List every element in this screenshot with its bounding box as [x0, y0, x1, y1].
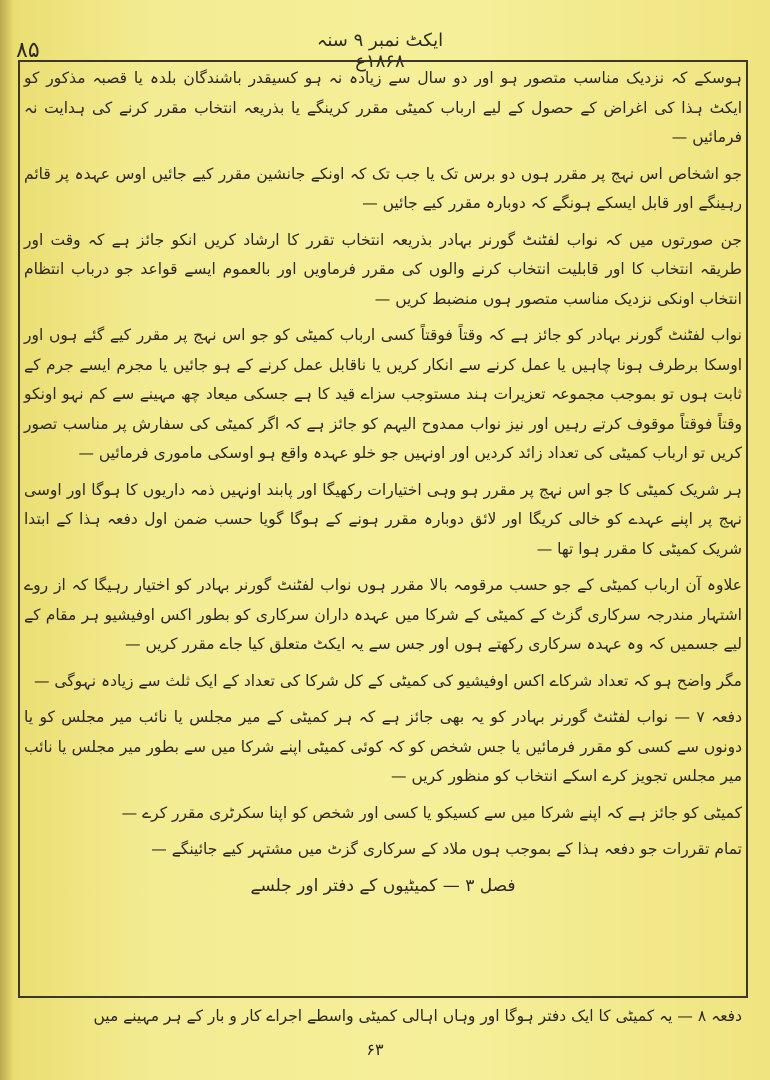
paragraph-7: مگر واضح ہو کہ تعداد شرکاے اکس اوفیشیو کی کمیٹی کے کل شرکا کی تعداد کے ایک ثلث سے زیادہ نہوگی — — [33, 671, 742, 690]
body-text — [24, 64, 742, 907]
paragraph-2: جو اشخاص اس نہج پر مقرر ہوں دو برس تک یا جب تک کہ اونکے جانشین مقرر کیے جائیں اوس عہدہ پر قائم رہینگے اور قابل ایسکے ہونگے کہ دوبارہ مقرر کیے جائیں — — [24, 164, 742, 212]
paragraph-6: علاوہ آن ارباب کمیٹی کے جو حسب مرقومہ بالا مقرر ہوں نواب لفٹنٹ گورنر بہادر کو اختیار رہیگا کہ از روے اشتہار مندرجہ سرکاری گزٹ کے کمیٹی کے شرکا میں عہدہ داران سرکاری کو بطور اکس اوفیشیو ہر مقام کے لیے جسمیں کہ وہ عہدہ سرکاری رکھتے ہوں اور جس سے یہ ایکٹ متعلق کیا جاے مقرر کریں — — [24, 576, 742, 653]
paragraph-9: کمیٹی کو جائز ہے کہ اپنے شرکا میں سے کسیکو یا کسی اور شخص کو اپنا سکرٹری مقرر کرے — — [121, 803, 742, 822]
paragraph-10: تمام تقررات جو دفعہ ہذا کے بموجب ہوں ملاد کے سرکاری گزٹ میں مشتہر کیے جائینگے — — [151, 840, 742, 858]
paragraph-5: ہر شریک کمیٹی کا جو اس نہج پر مقرر ہو وہی اختیارات رکھیگا اور پابند اونہیں ذمہ داریوں کا ہوگا اور اوسی نہج پر اپنے عہدے کو خالی کریگا اور لائق دوبارہ مقرر ہونے کے ہوگا گویا حسب ضمن اول دفعہ ہذا کے ابتدا شریک کمیٹی کا مقرر ہوا تھا — — [24, 480, 742, 558]
binding-shadow — [0, 0, 14, 1080]
paragraph-8: دفعہ ۷ — نواب لفٹنٹ گورنر بہادر کو یہ بھی جائز ہے کہ ہر کمیٹی کے میر مجلس یا نائب میر مجلس کو یا دونوں سے کسی کو مقرر فرمائیں یا جس شخص کو کہ کوئی کمیٹی اپنے شرکا میں سے بطور میر مجلس یا نائب میر مجلس تجویز کرے اسکے انتخاب کو منظور کریں — — [24, 708, 742, 785]
folio-number: ۶۳ — [366, 1040, 384, 1059]
section-heading: فصل ۳ — کمیٹیوں کے دفتر اور جلسے — [250, 875, 516, 896]
paragraph-4: نواب لفٹنٹ گورنر بہادر کو جائز ہے کہ وقتاً فوقتاً کسی ارباب کمیٹی کو جو اس نہج پر مقرر کیے گئے ہوں اور اوسکا برطرف ہونا چاہیں یا عمل کرنے سے انکار کریں یا ناقابل عمل کرنے کے ہو جائیں یا مجرم ایسے جرم کے ثابت ہوں تو بموجب مجموعہ تعزیرات ہند مستوجب سزاے قید کا ہے جسکی میعاد چھ مہینے سے کم نہو اونکو وقتاً فوقتاً موقوف کرتے رہیں اور نیز نواب ممدوح الیہم کو جائز ہے کہ اگر کمیٹی کی سفارش پر مناسب تصور کریں تو ارباب کمیٹی کی تعداد زائد کردیں اور اونہیں جو خلو عہدہ واقع ہو اوسکی ماموری فرمائیں — — [24, 326, 742, 462]
paragraph-1: ہوسکے کہ نزدیک مناسب متصور ہو اور دو سال سے زیادہ نہ ہو کسیقدر باشندگان بلدہ یا قصبہ مذکور کو ایکٹ ہذا کی اغراض کے حصول کے لیے ارباب کمیٹی مقرر کرینگے یا بذریعہ انتخاب مقرر کرنے کی ہدایت نہ فرمائیں — — [24, 69, 742, 146]
final-line: دفعہ ۸ — یہ کمیٹی کا ایک دفتر ہوگا اور وہاں اہالی کمیٹی واسطے اجراے کار و بار کے ہر مہینے میں — [93, 1007, 742, 1025]
running-head: ایکٹ نمبر ۹ سنہ ۱۸۶۸ع — [316, 30, 444, 72]
paragraph-3: جن صورتوں میں کہ نواب لفٹنٹ گورنر بہادر بذریعہ انتخاب تقرر کا ارشاد کریں انکو جائز ہے کہ وقت اور طریقہ انتخاب کا اور قابلیت انتخاب کرنے والوں کی مقرر فرماویں اور بالعموم ایسے قواعد جو درباب انتظام انتخاب اونکی نزدیک مناسب متصور ہوں منضبط کریں — — [24, 230, 742, 308]
page-number: ۸۵ — [16, 38, 40, 63]
